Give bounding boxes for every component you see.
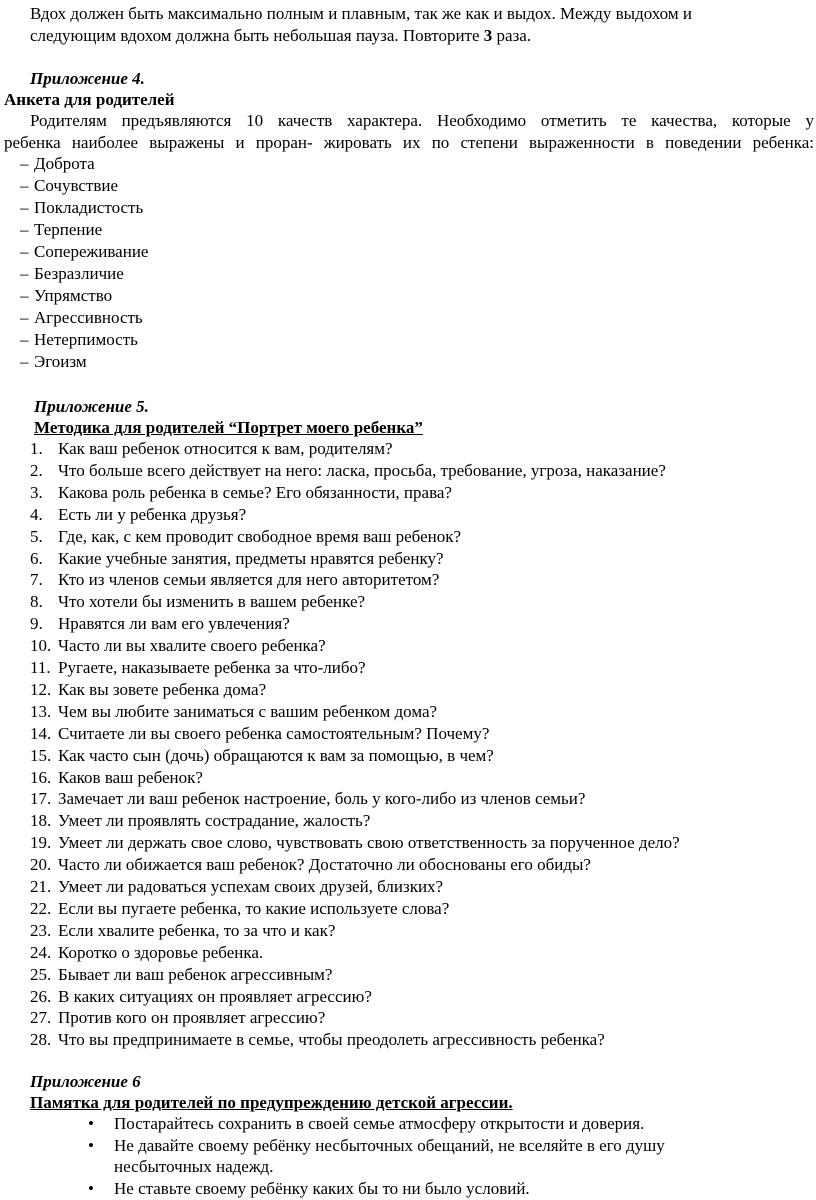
quality-item bbox=[20, 175, 118, 197]
question-text: Коротко о здоровье ребенка. bbox=[58, 942, 264, 962]
question-number: 1. bbox=[30, 439, 43, 458]
question-item bbox=[30, 788, 585, 810]
question-number: 14. bbox=[30, 723, 52, 743]
bullet-marker: • bbox=[88, 1178, 94, 1198]
question-text: Умеет ли проявлять сострадание, жалость? bbox=[58, 811, 371, 831]
memo-item-text: Не давайте своему ребёнку несбыточных обещаний, не вселяйте в его душу bbox=[114, 1135, 665, 1155]
question-item bbox=[30, 526, 461, 548]
question-item bbox=[30, 679, 266, 701]
bullet-marker: • bbox=[88, 1114, 94, 1133]
question-number: 7. bbox=[30, 570, 43, 590]
question-item bbox=[30, 635, 326, 657]
quality-item-label: Покладистость bbox=[34, 198, 144, 217]
dash-marker: – bbox=[20, 220, 29, 239]
question-number: 9. bbox=[30, 614, 43, 634]
question-text: В каких ситуациях он проявляет агрессию? bbox=[58, 986, 372, 1006]
quality-item-label: Терпение bbox=[34, 220, 103, 239]
dash-marker: – bbox=[20, 176, 29, 195]
appendix-5-title: Методика для родителей “Портрет моего ребенка” bbox=[34, 418, 423, 437]
question-text: Что больше всего действует на него: ласка, просьба, требование, угроза, наказание? bbox=[58, 460, 666, 480]
question-text: Кто из членов семьи является для него авторитетом? bbox=[58, 570, 440, 590]
question-text: Что хотели бы изменить в вашем ребенке? bbox=[58, 592, 366, 612]
question-text: Каков ваш ребенок? bbox=[58, 767, 203, 787]
memo-item-text: Постарайтесь сохранить в своей семье атмосферу открытости и доверия. bbox=[114, 1114, 645, 1133]
question-item bbox=[30, 942, 263, 964]
question-number: 22. bbox=[30, 898, 52, 918]
question-text: Как ваш ребенок относится к вам, родителям? bbox=[58, 439, 393, 458]
question-text: Часто ли обижается ваш ребенок? Достаточно ли обоснованы его обиды? bbox=[58, 855, 591, 875]
question-number: 24. bbox=[30, 942, 52, 962]
question-item bbox=[30, 898, 449, 920]
question-number: 21. bbox=[30, 877, 52, 896]
question-number: 27. bbox=[30, 1008, 52, 1028]
intro-text-end: раза. bbox=[492, 26, 532, 45]
question-number: 15. bbox=[30, 745, 52, 765]
bullet-marker: • bbox=[88, 1135, 94, 1155]
question-text: Какие учебные занятия, предметы нравятся ребенку? bbox=[58, 548, 444, 568]
question-number: 4. bbox=[30, 504, 43, 524]
question-text: Часто ли вы хвалите своего ребенка? bbox=[58, 636, 326, 656]
question-item bbox=[30, 504, 246, 526]
dash-marker: – bbox=[20, 264, 29, 283]
intro-line-1: Вдох должен быть максимально полным и плавным, так же как и выдох. Между выдохом и bbox=[30, 4, 692, 23]
question-text: Чем вы любите заниматься с вашим ребенком дома? bbox=[58, 701, 438, 721]
question-item bbox=[30, 460, 666, 482]
question-item bbox=[30, 920, 335, 942]
appendix-4-title: Анкета для родителей bbox=[4, 90, 175, 109]
question-text: Есть ли у ребенка друзья? bbox=[58, 504, 247, 524]
intro-count: 3 bbox=[483, 26, 493, 45]
question-number: 26. bbox=[30, 986, 52, 1006]
question-text: Где, как, с кем проводит свободное время ваш ребенок? bbox=[58, 526, 462, 546]
dash-marker: – bbox=[20, 286, 29, 305]
dash-marker: – bbox=[20, 308, 29, 327]
dash-marker: – bbox=[20, 198, 29, 217]
question-item bbox=[30, 548, 444, 570]
appendix-4-para-line-2: ребенка наиболее выражены и проран- жировать их по степени выраженности в поведении ребенка: bbox=[4, 133, 814, 152]
quality-item-label: Сочувствие bbox=[34, 176, 119, 195]
question-text: Замечает ли ваш ребенок настроение, боль у кого-либо из членов семьи? bbox=[58, 789, 586, 809]
question-item bbox=[30, 986, 372, 1008]
dash-marker: – bbox=[20, 330, 29, 349]
intro-line-2 bbox=[30, 25, 531, 47]
quality-item bbox=[20, 153, 95, 175]
memo-item-text: Не ставьте своему ребёнку каких бы то ни было условий. bbox=[114, 1178, 530, 1198]
question-item bbox=[30, 964, 332, 986]
question-item bbox=[30, 723, 489, 745]
quality-item-label: Сопереживание bbox=[34, 242, 149, 261]
question-item bbox=[30, 1029, 605, 1051]
question-number: 12. bbox=[30, 679, 52, 699]
question-text: Нравятся ли вам его увлечения? bbox=[58, 614, 290, 634]
dash-marker: – bbox=[20, 242, 29, 261]
question-number: 28. bbox=[30, 1030, 52, 1050]
question-number: 5. bbox=[30, 526, 43, 546]
question-number: 16. bbox=[30, 767, 52, 787]
quality-item bbox=[20, 307, 143, 329]
question-number: 2. bbox=[30, 460, 43, 480]
question-text: Умеет ли держать свое слово, чувствовать свою ответственность за порученное дело? bbox=[58, 833, 680, 853]
appendix-6-title: Памятка для родителей по предупреждению детской агрессии. bbox=[30, 1093, 513, 1112]
question-number: 17. bbox=[30, 789, 52, 809]
dash-marker: – bbox=[20, 154, 29, 173]
quality-item-label: Безразличие bbox=[34, 264, 124, 283]
quality-item bbox=[20, 197, 143, 219]
question-number: 11. bbox=[30, 658, 51, 677]
question-text: Умеет ли радоваться успехам своих друзей, близких? bbox=[58, 877, 444, 896]
quality-item-label: Упрямство bbox=[34, 286, 113, 305]
quality-item bbox=[20, 329, 138, 351]
question-item bbox=[30, 876, 443, 898]
question-text: Что вы предпринимаете в семье, чтобы преодолеть агрессивность ребенка? bbox=[58, 1030, 605, 1050]
question-item bbox=[30, 745, 494, 767]
question-item bbox=[30, 767, 203, 789]
question-text: Бывает ли ваш ребенок агрессивным? bbox=[58, 964, 333, 984]
question-text: Какова роль ребенка в семье? Его обязанности, права? bbox=[58, 482, 452, 502]
question-text: Как вы зовете ребенка дома? bbox=[58, 679, 267, 699]
question-number: 19. bbox=[30, 833, 52, 853]
question-item bbox=[30, 613, 290, 635]
question-text: Если хвалите ребенка, то за что и как? bbox=[58, 920, 336, 940]
question-number: 3. bbox=[30, 482, 43, 502]
question-item bbox=[30, 591, 365, 613]
question-text: Считаете ли вы своего ребенка самостоятельным? Почему? bbox=[58, 723, 490, 743]
question-number: 25. bbox=[30, 964, 52, 984]
question-number: 13. bbox=[30, 701, 52, 721]
quality-item bbox=[20, 263, 124, 285]
question-text: Ругаете, наказываете ребенка за что-либо? bbox=[58, 658, 366, 677]
question-number: 8. bbox=[30, 592, 43, 612]
memo-item-text: несбыточных надежд. bbox=[114, 1157, 274, 1176]
question-text: Если вы пугаете ребенка, то какие используете слова? bbox=[58, 898, 450, 918]
dash-marker: – bbox=[20, 352, 29, 371]
quality-item-label: Доброта bbox=[34, 154, 95, 173]
appendix-4-heading: Приложение 4. bbox=[30, 69, 145, 88]
question-text: Как часто сын (дочь) обращаются к вам за помощью, в чем? bbox=[58, 745, 494, 765]
quality-item bbox=[20, 285, 112, 307]
appendix-4-para-line-1: Родителям предъявляются 10 качеств характера. Необходимо отметить те качества, которые у bbox=[30, 111, 814, 130]
appendix-6-heading: Приложение 6 bbox=[30, 1072, 141, 1091]
quality-item bbox=[20, 241, 148, 263]
question-item bbox=[30, 701, 437, 723]
quality-item-label: Нетерпимость bbox=[34, 330, 138, 349]
question-item bbox=[30, 657, 366, 679]
quality-item bbox=[20, 351, 87, 373]
question-number: 18. bbox=[30, 811, 52, 831]
quality-item bbox=[20, 219, 102, 241]
question-item bbox=[30, 438, 393, 460]
question-number: 6. bbox=[30, 548, 43, 568]
question-item bbox=[30, 569, 439, 591]
question-number: 20. bbox=[30, 855, 52, 875]
quality-item-label: Эгоизм bbox=[34, 352, 87, 371]
question-number: 23. bbox=[30, 920, 52, 940]
question-number: 10. bbox=[30, 636, 52, 656]
question-item bbox=[30, 482, 452, 504]
intro-text: следующим вдохом должна быть небольшая пауза. Повторите bbox=[30, 26, 484, 45]
question-item bbox=[30, 832, 680, 854]
quality-item-label: Агрессивность bbox=[34, 308, 143, 327]
appendix-5-heading: Приложение 5. bbox=[34, 397, 149, 416]
question-item bbox=[30, 1007, 325, 1029]
question-item bbox=[30, 810, 370, 832]
question-text: Против кого он проявляет агрессию? bbox=[58, 1008, 326, 1028]
question-item bbox=[30, 854, 591, 876]
